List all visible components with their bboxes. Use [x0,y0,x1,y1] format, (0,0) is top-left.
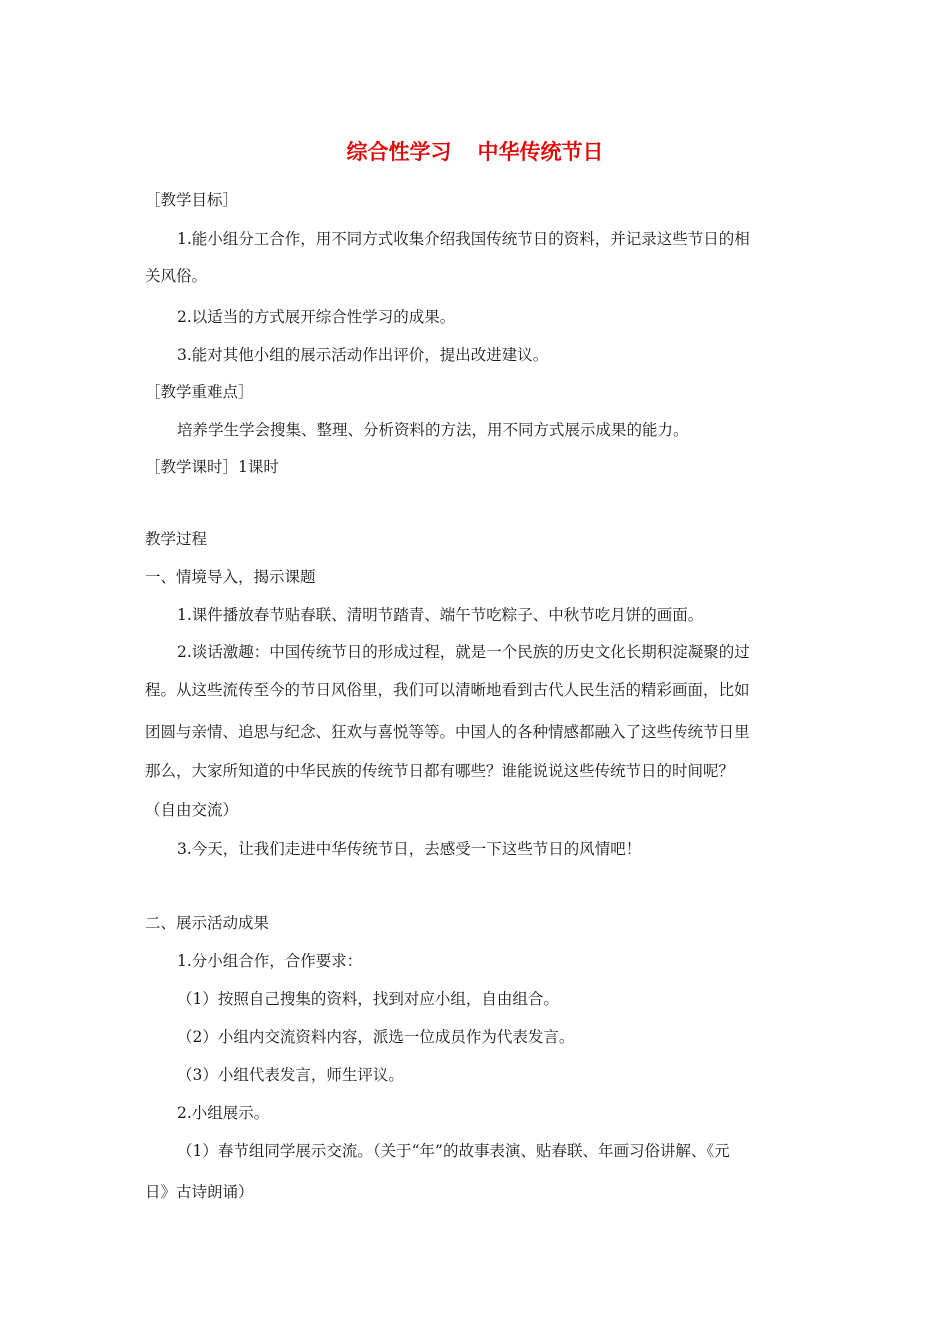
section-1-item-2-line-4: 那么，大家所知道的中华民族的传统节日都有哪些？谁能说说这些传统节日的时间呢？ [145,762,735,780]
showcase-1-line-1: （1）春节组同学展示交流。（关于“年”的故事表演、贴春联、年画习俗讲解、《元 [177,1142,730,1160]
objective-3: 3.能对其他小组的展示活动作出评价，提出改进建议。 [177,346,549,364]
objective-2: 2.以适当的方式展开综合性学习的成果。 [177,308,456,326]
objectives-heading: ［教学目标］ [145,191,239,209]
section-1-item-2-line-3: 团圆与亲情、追思与纪念、狂欢与喜悦等等。中国人的各种情感都融入了这些传统节日里 [145,723,750,741]
section-1-item-2-line-1: 2.谈话激趣：中国传统节日的形成过程，就是一个民族的历史文化长期积淀凝聚的过 [177,643,750,661]
section-1-item-2-line-5: （自由交流） [145,801,239,819]
requirement-2: （2）小组内交流资料内容，派选一位成员作为代表发言。 [177,1028,575,1046]
section-1-item-2-line-2: 程。从这些流传至今的节日风俗里，我们可以清晰地看到古代人民生活的精彩画面，比如 [145,681,750,699]
section-2-item-1: 1.分小组合作，合作要求： [177,952,363,970]
section-1-heading: 一、情境导入，揭示课题 [145,568,316,586]
requirement-1: （1）按照自己搜集的资料，找到对应小组，自由组合。 [177,990,559,1008]
section-1-item-3: 3.今天，让我们走进中华传统节日，去感受一下这些节日的风情吧！ [177,840,642,858]
process-heading: 教学过程 [145,530,208,548]
section-1-item-1: 1.课件播放春节贴春联、清明节踏青、端午节吃粽子、中秋节吃月饼的画面。 [177,606,704,624]
requirement-3: （3）小组代表发言，师生评议。 [177,1066,404,1084]
showcase-1-line-2: 日》古诗朗诵） [145,1183,254,1201]
title-part-2: 中华传统节日 [477,140,604,164]
section-2-item-2: 2.小组展示。 [177,1104,270,1122]
class-hours: ［教学课时］1课时 [145,458,279,476]
objective-1-line-2: 关风俗。 [145,267,208,285]
section-2-heading: 二、展示活动成果 [145,914,270,932]
document-title [0,138,950,166]
key-points-text: 培养学生学会搜集、整理、分析资料的方法，用不同方式展示成果的能力。 [177,421,689,439]
objective-1-line-1: 1.能小组分工合作，用不同方式收集介绍我国传统节日的资料，并记录这些节日的相 [177,230,750,248]
title-part-1: 综合性学习 [346,140,452,164]
key-points-heading: ［教学重难点］ [145,383,254,401]
